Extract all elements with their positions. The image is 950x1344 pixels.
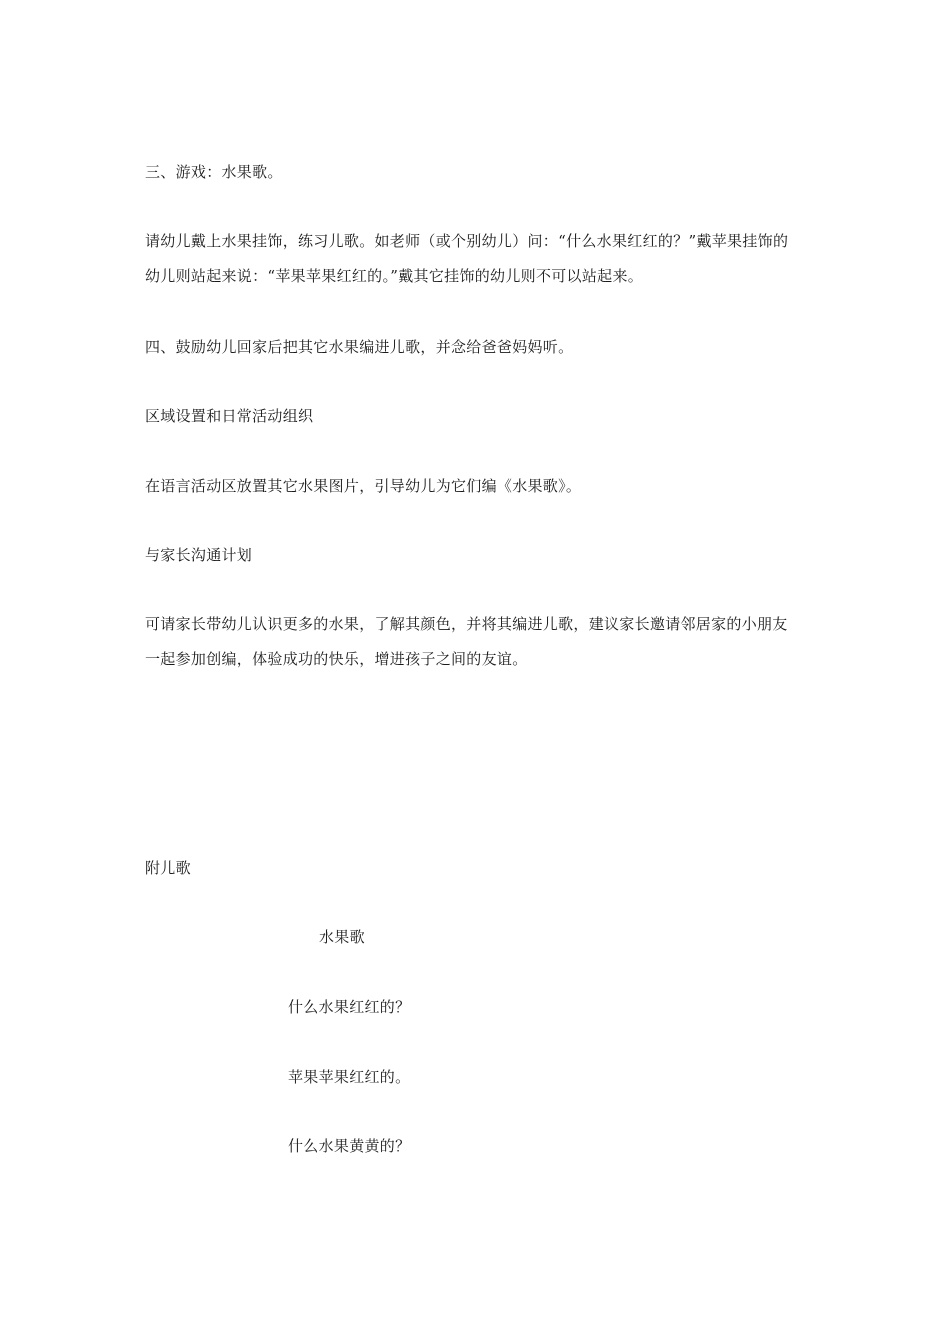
section-four-paragraph: 四、鼓励幼儿回家后把其它水果编进儿歌，并念给爸爸妈妈听。 xyxy=(145,338,574,356)
section-three-heading: 三、游戏：水果歌。 xyxy=(145,163,283,181)
family-paragraph-line-2: 一起参加创编，体验成功的快乐，增进孩子之间的友谊。 xyxy=(145,650,528,668)
game-instructions-line-2: 幼儿则站起来说：“苹果苹果红红的。”戴其它挂饰的幼儿则不可以站起来。 xyxy=(145,267,644,285)
poem-line: 苹果苹果红红的。 xyxy=(288,1068,411,1086)
family-paragraph-line-1: 可请家长带幼儿认识更多的水果，了解其颜色，并将其编进儿歌，建议家长邀请邻居家的小朋友 xyxy=(145,615,788,633)
appendix-label: 附儿歌 xyxy=(145,859,191,877)
family-heading: 与家长沟通计划 xyxy=(145,546,253,564)
area-paragraph: 在语言活动区放置其它水果图片，引导幼儿为它们编《水果歌》。 xyxy=(145,477,582,495)
poem-line: 什么水果红红的？ xyxy=(288,998,411,1016)
poem-title: 水果歌 xyxy=(319,928,365,946)
area-heading: 区域设置和日常活动组织 xyxy=(145,407,314,425)
game-instructions-line-1: 请幼儿戴上水果挂饰，练习儿歌。如老师（或个别幼儿）问：“什么水果红红的？”戴苹果挂饰的 xyxy=(145,232,789,250)
poem-line: 什么水果黄黄的？ xyxy=(288,1137,411,1155)
